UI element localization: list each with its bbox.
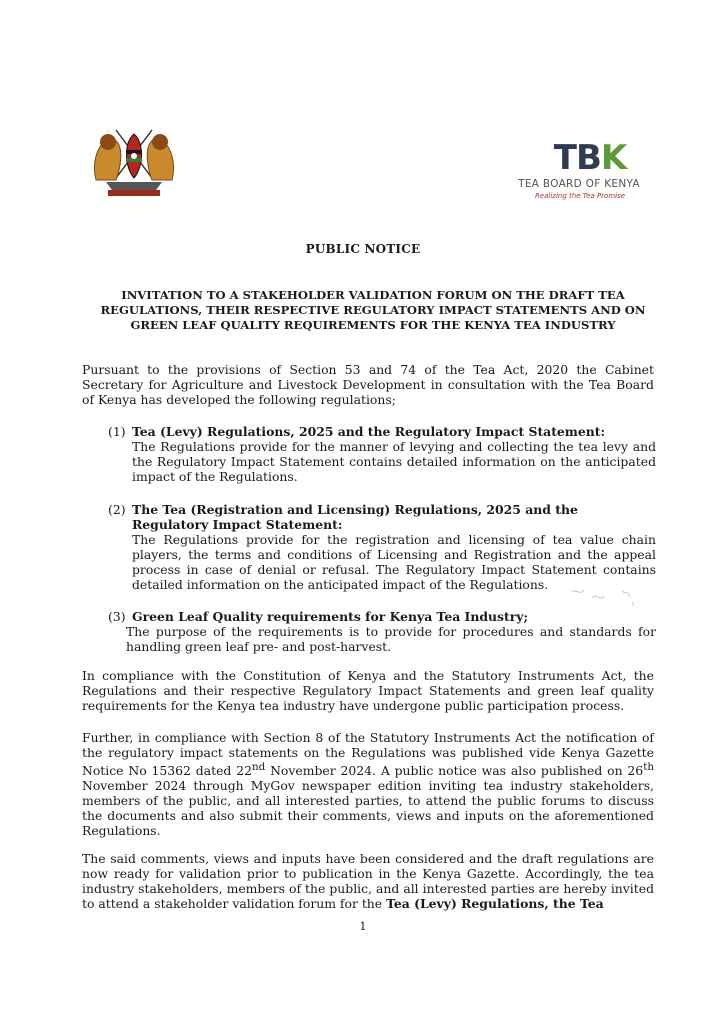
tbk-logo-k: K: [600, 138, 627, 178]
intro-paragraph: Pursuant to the provisions of Section 53 and 74 of the Tea Act, 2020 the Cabinet Secretary for Agriculture and Livestock Development in consultation with the Tea Board of Kenya has developed the following regulations;: [82, 362, 654, 407]
tbk-tagline: Realizing the Tea Promise: [534, 192, 626, 200]
further-text-2: November 2024. A public notice was also published on 26: [265, 763, 644, 779]
list-item: [108, 424, 656, 484]
superscript-nd: nd: [251, 761, 266, 773]
validation-text: The said comments, views and inputs have been considered and the draft regulations are now ready for validation prior to publication in the Kenya Gazette. Accordingly, the tea industry stakeholders, members of the public, and all interested parties are hereby invited to attend a stakeholder validation forum for the: [82, 851, 654, 911]
item-description: The purpose of the requirements is to provide for procedures and standards for handling green leaf pre- and post-harvest.: [126, 624, 656, 654]
list-item: [108, 502, 656, 592]
tea-board-logo: [500, 140, 650, 210]
coat-of-arms-icon: [86, 120, 182, 198]
tbk-logo-text: TBK: [553, 138, 627, 178]
validation-paragraph: [82, 851, 654, 911]
superscript-th: th: [643, 761, 654, 773]
item-description: The Regulations provide for the registration and licensing of tea value chain players, the terms and conditions of Licensing and Registration and the appeal process in case of denial or refusal. The Regulatory Impact Statement contains detailed information on the anticipated impact of the Regulations.: [132, 532, 656, 592]
item-description: The Regulations provide for the manner of levying and collecting the tea levy and the Regulatory Impact Statement contains detailed information on the anticipated impact of the Regulations.: [132, 439, 656, 484]
item-title: Tea (Levy) Regulations, 2025 and the Regulatory Impact Statement:: [132, 424, 606, 439]
document-heading: [80, 288, 666, 333]
validation-bold-text: Tea (Levy) Regulations, the Tea: [386, 896, 604, 911]
notice-title: PUBLIC NOTICE: [305, 242, 421, 256]
further-paragraph: [82, 730, 654, 838]
heading-line-2: REGULATIONS, THEIR RESPECTIVE REGULATORY IMPACT STATEMENTS AND ON: [100, 303, 646, 317]
further-text-1: Further, in compliance with Section 8 of the Statutory Instruments Act the notification of the regulatory impact statements on the Regulations was published vide Kenya Gazette Notice No 15362 dated 22: [82, 730, 654, 779]
tbk-name: TEA BOARD OF KENYA: [518, 178, 640, 190]
item-number: (2): [108, 502, 126, 517]
item-title: Green Leaf Quality requirements for Kenya Tea Industry;: [132, 609, 529, 624]
compliance-paragraph: In compliance with the Constitution of Kenya and the Statutory Instruments Act, the Regulations and their respective Regulatory Impact Statements and green leaf quality requirements for the Kenya tea industry have undergone public participation process.: [82, 668, 654, 713]
list-item: [108, 609, 656, 654]
item-number: (1): [108, 424, 126, 439]
further-text-3: November 2024 through MyGov newspaper edition inviting tea industry stakeholders, members of the public, and all interested parties, to attend the public forums to discuss the documents and also submit their comments, views and inputs on the aforementioned Regulations.: [82, 778, 654, 839]
heading-line-1: INVITATION TO A STAKEHOLDER VALIDATION FORUM ON THE DRAFT TEA: [121, 288, 625, 302]
item-title: The Tea (Registration and Licensing) Regulations, 2025 and the Regulatory Impact Statement:: [132, 502, 578, 532]
page-number: 1: [359, 920, 367, 933]
heading-line-3: GREEN LEAF QUALITY REQUIREMENTS FOR THE KENYA TEA INDUSTRY: [130, 318, 616, 332]
item-number: (3): [108, 609, 126, 624]
